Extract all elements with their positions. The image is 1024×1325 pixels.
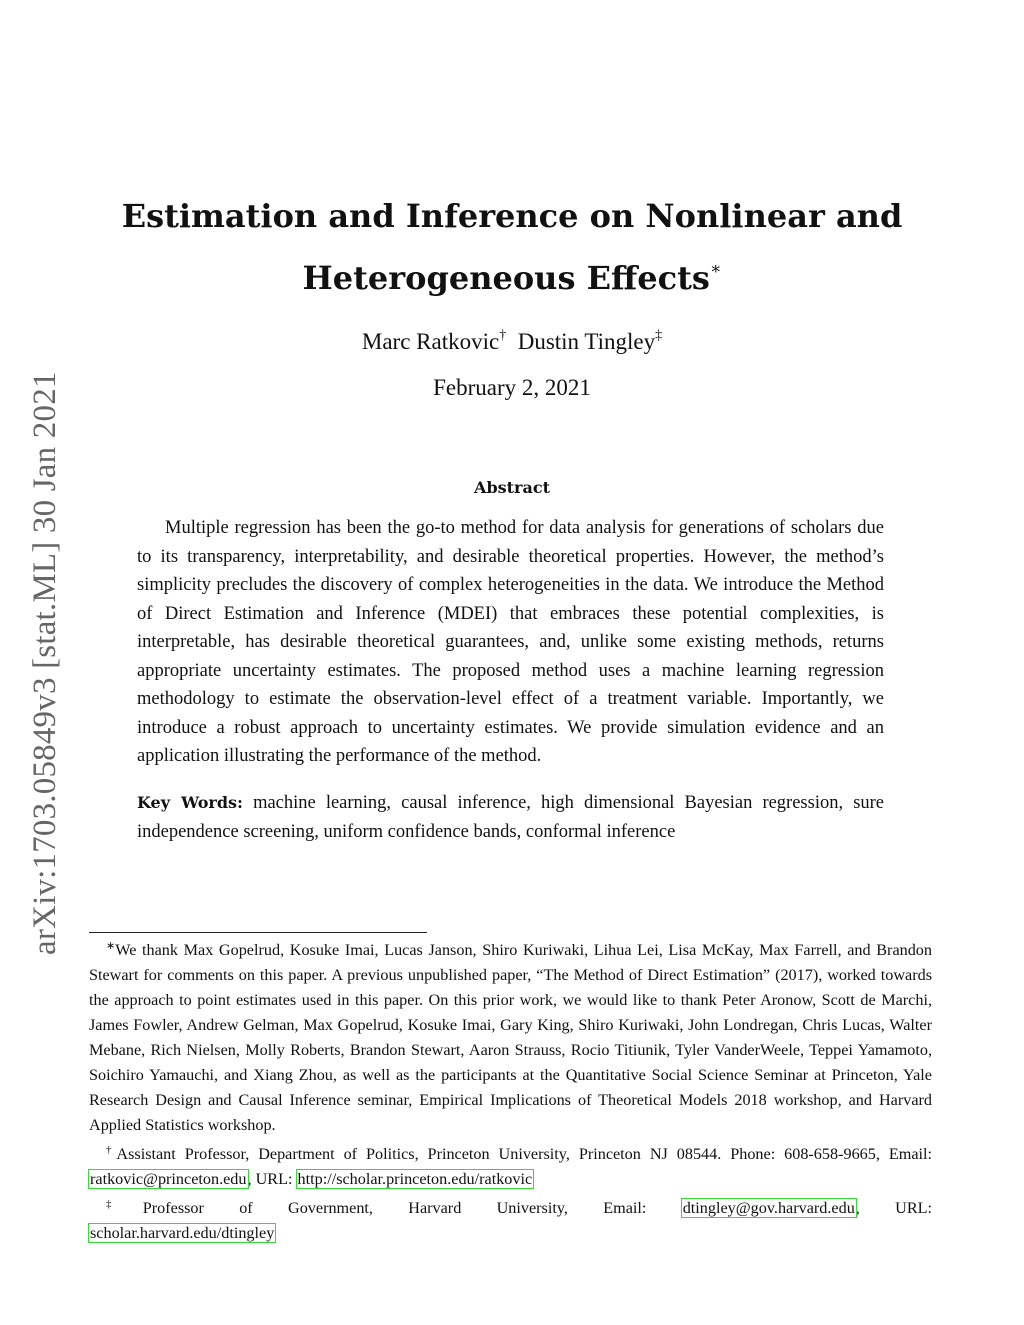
url-link[interactable]: scholar.harvard.edu/dtingley	[90, 1224, 275, 1242]
author-name: Marc Ratkovic	[361, 329, 500, 354]
footnote-text: Assistant Professor, Department of Politics, Princeton University, Princeton NJ 08544. Phone: 608-658-9665, Email:	[116, 1145, 933, 1163]
url-link[interactable]: http://scholar.princeton.edu/ratkovic	[297, 1170, 533, 1188]
author-name: Dustin Tingley	[517, 329, 656, 354]
email-link[interactable]: dtingley@gov.harvard.edu	[682, 1199, 855, 1217]
publication-date: February 2, 2021	[433, 375, 591, 400]
paper-title	[100, 190, 924, 305]
arxiv-identifier[interactable]: arXiv:1703.05849v3 [stat.ML] 30 Jan 2021	[27, 371, 63, 955]
keywords	[137, 789, 884, 846]
title-line-2-text: Heterogeneous Effects	[302, 259, 710, 297]
footnote-author-2-continued	[89, 1221, 932, 1246]
keywords-text: machine learning, causal inference, high dimensional Bayesian regression, sure independence screening, uniform confidence bands, conformal inference	[137, 793, 885, 842]
author-footnote-mark[interactable]: ‡	[655, 328, 663, 343]
footnote-author-1	[89, 1138, 932, 1192]
email-link[interactable]: ratkovic@princeton.edu	[90, 1170, 247, 1188]
abstract-heading: Abstract	[474, 478, 550, 497]
author-list	[100, 320, 924, 358]
url-label: , URL:	[855, 1199, 933, 1217]
footnote-mark: †	[106, 1144, 117, 1156]
footnote-text: We thank Max Gopelrud, Kosuke Imai, Lucas Janson, Shiro Kuriwaki, Lihua Lei, Lisa McKay, Max Farrell, and Brandon Stewart for comments on this paper. A previous unpublished paper, “The Method of Direct Estimation” (2017), worked towards the approach to point estimates used in this paper. On this prior work, we would like to thank Peter Aronow, Scott de Marchi, James Fowler, Andrew Gelman, Max Gopelrud, Kosuke Imai, Gary King, Shiro Kuriwaki, John Londregan, Chris Lucas, Walter Mebane, Rich Nielsen, Molly Roberts, Brandon Stewart, Aaron Strauss, Rocio Titiunik, Tyler VanderWeele, Teppei Yamamoto, Soichiro Yamauchi, and Xiang Zhou, as well as the participants at the Quantitative Social Science Seminar at Princeton, Yale Research Design and Causal Inference seminar, Empirical Implications of Theoretical Models 2018 workshop, and Harvard Applied Statistics workshop.	[89, 941, 932, 1134]
footnote-mark: ∗	[106, 940, 116, 952]
footnote-text: Professor of Government, Harvard University, Email:	[142, 1199, 682, 1217]
url-label: , URL:	[247, 1170, 297, 1188]
title-line-1: Estimation and Inference on Nonlinear and	[121, 197, 903, 235]
footnote-author-2	[89, 1192, 932, 1221]
title-footnote-mark[interactable]: ∗	[709, 259, 722, 279]
footnote-acknowledgements	[89, 934, 932, 1138]
title-line-2	[100, 243, 924, 305]
footnote-divider	[89, 932, 427, 933]
keywords-label: Key Words:	[137, 793, 243, 812]
abstract-body: Multiple regression has been the go-to method for data analysis for generations of scholars due to its transparency, interpretability, and desirable theoretical properties. However, the method’s simplicity precludes the discovery of complex heterogeneities in the data. We introduce the Method of Direct Estimation and Inference (MDEI) that embraces these potential complexities, is interpretable, has desirable theoretical guarantees, and, unlike some existing methods, returns appropriate uncertainty estimates. The proposed method uses a machine learning regression methodology to estimate the observation-level effect of a treatment variable. Importantly, we introduce a robust approach to uncertainty estimates. We provide simulation evidence and an application illustrating the performance of the method.	[137, 518, 884, 766]
author-footnote-mark[interactable]: †	[499, 328, 507, 343]
footnote-mark: ‡	[106, 1198, 143, 1210]
footnotes	[89, 934, 932, 1246]
